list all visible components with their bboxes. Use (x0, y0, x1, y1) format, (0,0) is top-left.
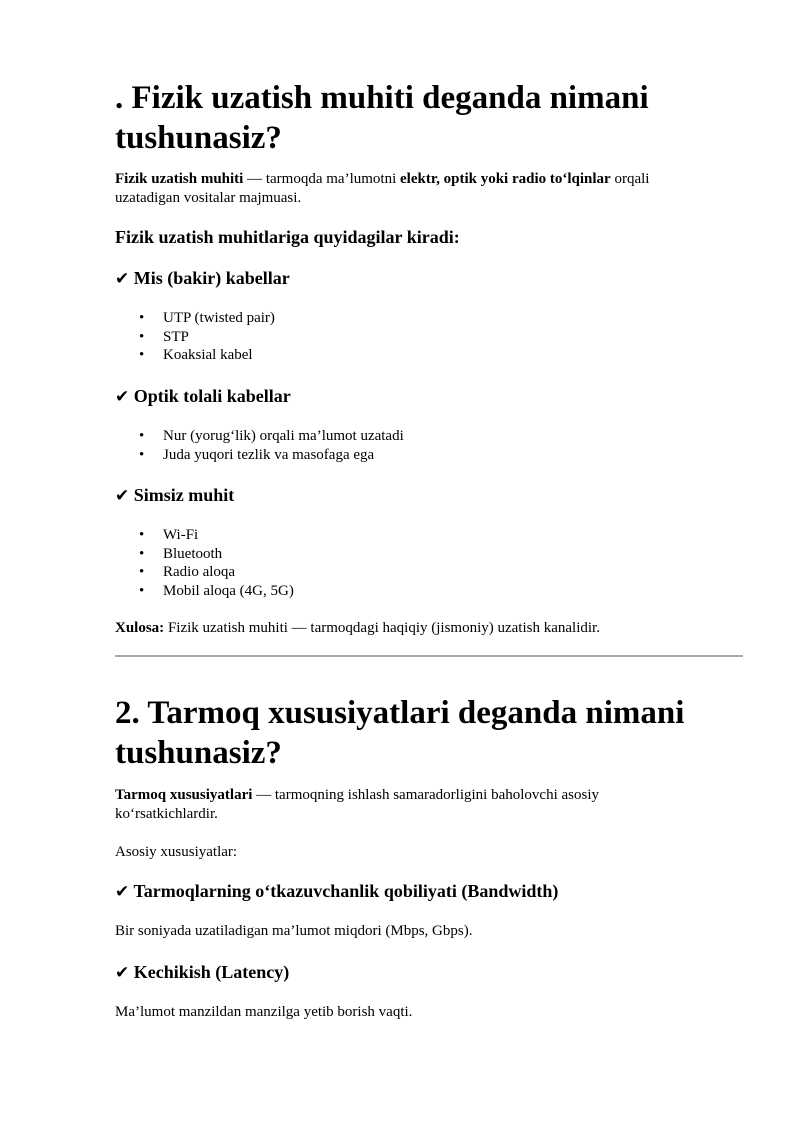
checkmark-icon: ✔ (115, 269, 130, 289)
group-heading-text: Mis (bakir) kabellar (133, 268, 290, 288)
group-heading-optical (115, 385, 291, 408)
section1-intro-text-b: orqali (610, 171, 650, 187)
group-heading-text: Optik tolali kabellar (133, 386, 291, 406)
list-item: • Juda yuqori tezlik va masofaga ega (115, 446, 743, 465)
section2-intro-term: Tarmoq xususiyatlari (115, 787, 253, 803)
list-item: • STP (115, 328, 743, 347)
list-item: • Nur (yorug‘lik) orqali ma’lumot uzatadi (115, 427, 743, 446)
group-heading-wireless (115, 484, 234, 507)
list-item: • Wi-Fi (115, 526, 743, 545)
checkmark-icon: ✔ (115, 963, 130, 983)
types-heading: Fizik uzatish muhitlariga quyidagilar kiradi: (115, 227, 460, 247)
group-heading-copper (115, 267, 290, 290)
wireless-list (115, 526, 743, 600)
list-item: • UTP (twisted pair) (115, 309, 743, 328)
checkmark-icon: ✔ (115, 882, 130, 902)
list-item: • Bluetooth (115, 545, 743, 564)
section2-intro (115, 786, 743, 824)
conclusion-text: Fizik uzatish muhiti — tarmoqdagi haqiqiy (jismoniy) uzatish kanalidir. (164, 620, 600, 636)
section2-intro-text: — tarmoqning ishlash samaradorligini baholovchi asosiy (252, 787, 600, 803)
list-item: • Koaksial kabel (115, 346, 743, 365)
group-heading-text: Simsiz muhit (133, 485, 235, 505)
list-item: • Mobil aloqa (4G, 5G) (115, 582, 743, 601)
section1-title-line2: tushunasiz? (115, 120, 282, 156)
section2-title (115, 693, 684, 773)
section1-intro (115, 170, 743, 208)
conclusion (115, 619, 743, 638)
properties-subheading: Asosiy xususiyatlar: (115, 844, 238, 860)
copper-cable-list (115, 309, 743, 365)
list-item: • Radio aloqa (115, 563, 743, 582)
property-heading-text: Kechikish (Latency) (133, 962, 290, 982)
section1-intro-term: Fizik uzatish muhiti (115, 171, 244, 187)
section-divider (115, 655, 743, 657)
property-heading-text: Tarmoqlarning o‘tkazuvchanlik qobiliyati (Bandwidth) (133, 881, 559, 901)
property-text-bandwidth: Bir soniyada uzatiladigan ma’lumot miqdori (Mbps, Gbps). (115, 923, 473, 939)
conclusion-label: Xulosa: (115, 620, 165, 636)
section1-intro-text-a: — tarmoqda ma’lumotni (243, 171, 400, 187)
section2-intro-line2: ko‘rsatkichlardir. (115, 806, 218, 822)
property-heading-latency (115, 961, 289, 984)
optical-cable-list (115, 427, 743, 464)
section1-intro-bold: elektr, optik yoki radio to‘lqinlar (400, 171, 611, 187)
section1-intro-line2: uzatadigan vositalar majmuasi. (115, 190, 302, 206)
checkmark-icon: ✔ (115, 387, 130, 407)
checkmark-icon: ✔ (115, 486, 130, 506)
section2-title-line2: tushunasiz? (115, 735, 282, 771)
property-text-latency: Ma’lumot manzildan manzilga yetib borish vaqti. (115, 1004, 413, 1020)
property-heading-bandwidth (115, 880, 558, 903)
section1-title (115, 78, 649, 158)
section2-title-line1: 2. Tarmoq xususiyatlari deganda nimani (115, 695, 685, 731)
section1-title-line1: . Fizik uzatish muhiti deganda nimani (115, 80, 649, 116)
